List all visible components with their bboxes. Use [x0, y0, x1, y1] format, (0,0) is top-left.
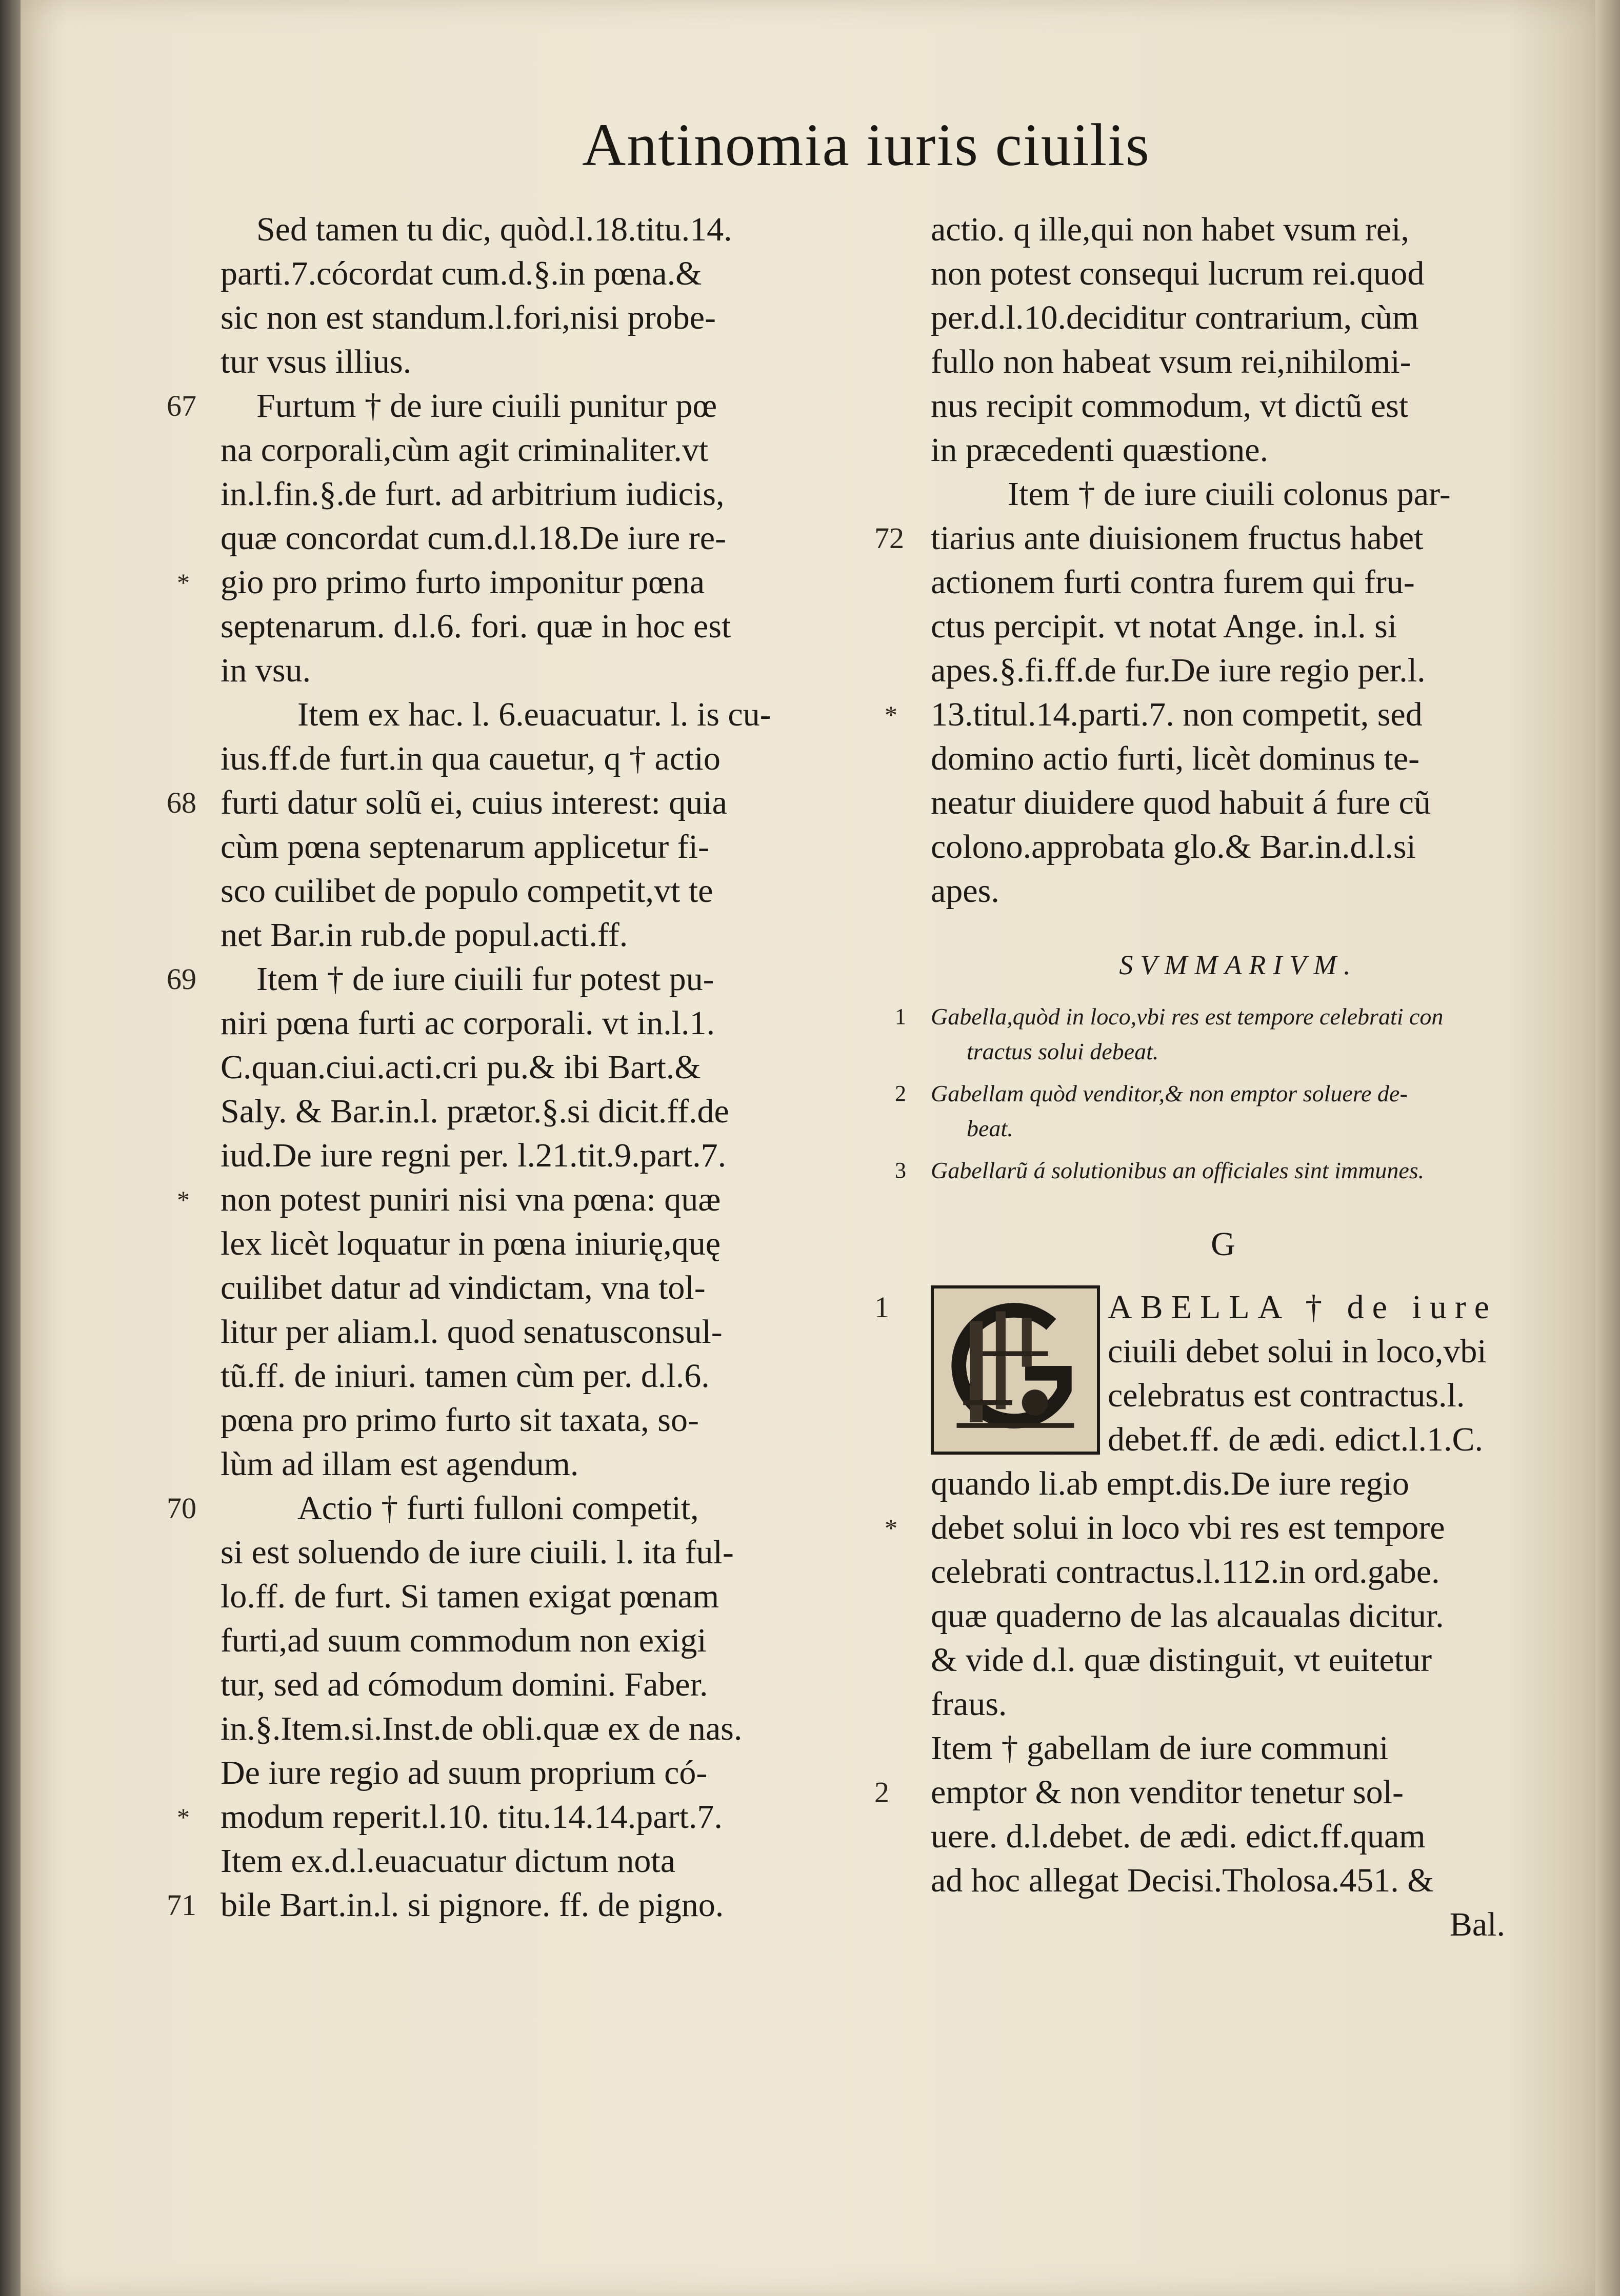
text-line-wrap [221, 296, 887, 340]
margin-number: 1 [874, 1291, 889, 1324]
paragraph [931, 208, 1515, 472]
text-line: C.quan.ciui.acti.cri pu.& ibi Bart.& [221, 1049, 701, 1086]
text-line: si est soluendo de iure ciuili. l. ita ful- [221, 1534, 734, 1571]
text-line: non potest consequi lucrum rei.quod [931, 255, 1425, 292]
text-line-wrap [931, 340, 1515, 384]
text-line: lex licèt loquatur in pœna iniurię,quę [221, 1225, 721, 1262]
text-line-wrap [931, 1903, 1515, 1947]
summary-text: Gabellarũ á solutionibus an officiales sint immunes. [931, 1157, 1425, 1183]
text-line: celebratus est contractus.l. [1108, 1377, 1465, 1414]
summary-item [895, 1153, 1515, 1188]
text-line: cùm pœna septenarum applicetur fi- [221, 828, 709, 865]
text-line-wrap [221, 1795, 887, 1839]
text-line: bile Bart.in.l. si pignore. ff. de pigno. [221, 1886, 724, 1924]
text-line: fraus. [931, 1685, 1007, 1723]
margin-number: 71 [167, 1888, 196, 1922]
text-line-wrap [221, 340, 887, 384]
margin-asterisk: * [885, 1514, 897, 1542]
text-line: Item † de iure ciuili fur potest pu- [256, 960, 714, 998]
margin-number: 67 [167, 389, 196, 422]
summary-item [895, 1076, 1515, 1146]
text-line-wrap [221, 1486, 887, 1530]
text-line: net Bar.in rub.de popul.acti.ff. [221, 916, 628, 954]
text-line-wrap [221, 1354, 887, 1398]
text-line-wrap [221, 1575, 887, 1619]
text-line: cuilibet datur ad vindictam, vna tol- [221, 1269, 706, 1306]
text-line: niri pœna furti ac corporali. vt in.l.1. [221, 1004, 715, 1042]
text-line: Furtum † de iure ciuili punitur pœ [256, 387, 717, 425]
text-line: lùm ad illam est agendum. [221, 1445, 579, 1483]
paragraph [167, 384, 887, 693]
text-line-wrap [221, 781, 887, 825]
text-line: sic non est standum.l.fori,nisi probe- [221, 299, 716, 336]
margin-asterisk: * [177, 568, 190, 597]
text-line-wrap [931, 737, 1515, 781]
right-column [874, 208, 1515, 1947]
left-column [167, 208, 887, 1927]
text-line-wrap [221, 1045, 887, 1090]
text-line-wrap [931, 1550, 1515, 1594]
text-line: furti datur solũ ei, cuius interest: quia [221, 784, 727, 821]
text-line: celebrati contractus.l.112.in ord.gabe. [931, 1553, 1440, 1590]
text-line: emptor & non venditor tenetur sol- [931, 1774, 1404, 1811]
text-line-wrap [221, 560, 887, 605]
paragraph [167, 1486, 887, 1927]
text-line: modum reperit.l.10. titu.14.14.part.7. [221, 1798, 723, 1836]
margin-number: 68 [167, 786, 196, 819]
text-line: Item † gabellam de iure communi [931, 1729, 1389, 1767]
text-line-wrap [931, 1594, 1515, 1638]
text-line: ciuili debet solui in loco,vbi [1108, 1333, 1487, 1370]
text-line: debet solui in loco vbi res est tempore [931, 1509, 1445, 1546]
text-line: septenarum. d.l.6. fori. quæ in hoc est [221, 608, 731, 645]
margin-number: 72 [874, 521, 904, 555]
text-line-wrap [221, 1663, 887, 1707]
margin-asterisk: * [177, 1803, 190, 1831]
text-line-wrap [221, 1442, 887, 1486]
text-line: na corporali,cùm agit criminaliter.vt [221, 431, 709, 469]
text-line-wrap [221, 472, 887, 516]
text-line: parti.7.cócordat cum.d.§.in pœna.& [221, 255, 702, 292]
text-line: ctus percipit. vt notat Ange. in.l. si [931, 608, 1397, 645]
text-line-wrap [931, 1506, 1515, 1550]
page-edge [1595, 0, 1620, 2296]
text-line: in.§.Item.si.Inst.de obli.quæ ex de nas. [221, 1710, 743, 1747]
text-line: apes.§.fi.ff.de fur.De iure regio per.l. [931, 652, 1426, 689]
text-line: non potest puniri nisi vna pœna: quæ [221, 1181, 721, 1218]
summary-continuation: tractus solui debeat. [967, 1038, 1159, 1064]
paragraph [874, 472, 1515, 913]
text-line-wrap [221, 1090, 887, 1134]
text-line-wrap [221, 1398, 887, 1442]
text-line: Sed tamen tu dic, quòd.l.18.titu.14. [256, 211, 732, 248]
text-line-wrap [221, 1001, 887, 1045]
text-line: ad hoc allegat Decisi.Tholosa.451. & [931, 1862, 1434, 1899]
text-line: pœna pro primo furto sit taxata, so- [221, 1401, 699, 1439]
text-line-wrap [931, 428, 1515, 472]
text-line-wrap [221, 208, 887, 252]
text-line-wrap [221, 1178, 887, 1222]
text-line: colono.approbata glo.& Bar.in.d.l.si [931, 828, 1416, 865]
text-line: Item ex hac. l. 6.euacuatur. l. is cu- [297, 696, 771, 733]
text-line: quæ concordat cum.d.l.18.De iure re- [221, 519, 727, 557]
text-line: sco cuilibet de populo competit,vt te [221, 872, 713, 910]
text-line-wrap [221, 869, 887, 913]
text-line-wrap [221, 1883, 887, 1927]
text-line-wrap [221, 693, 887, 737]
text-line: Item † de iure ciuili colonus par- [1008, 475, 1451, 513]
text-line-wrap [931, 693, 1515, 737]
text-line-wrap [931, 1638, 1515, 1682]
running-head: Antinomia iuris ciuilis [582, 111, 1150, 178]
text-line: Item ex.d.l.euacuatur dictum nota [221, 1842, 676, 1880]
text-line-wrap [221, 1619, 887, 1663]
text-line: quando li.ab empt.dis.De iure regio [931, 1465, 1409, 1502]
paragraph [221, 208, 887, 384]
summary-continuation: beat. [967, 1115, 1013, 1141]
text-line-wrap [931, 1682, 1515, 1726]
summarium-heading: SVMMARIVM. [1119, 950, 1358, 980]
text-line: tur vsus illius. [221, 343, 412, 380]
section-letter: G [1211, 1225, 1235, 1263]
text-line: tur, sed ad cómodum domini. Faber. [221, 1666, 708, 1703]
text-line-wrap [931, 781, 1515, 825]
text-line-wrap [931, 516, 1515, 560]
text-line: nus recipit commodum, vt dictũ est [931, 387, 1409, 425]
text-line: litur per aliam.l. quod senatusconsul- [221, 1313, 723, 1351]
summary-text: Gabella,quòd in loco,vbi res est tempore celebrati con [931, 1003, 1444, 1030]
summary-number: 1 [895, 1004, 906, 1029]
text-line: actionem furti contra furem qui fru- [931, 563, 1415, 601]
text-line-wrap [221, 825, 887, 869]
margin-asterisk: * [177, 1185, 190, 1214]
text-line: tũ.ff. de iniuri. tamen cùm per. d.l.6. [221, 1357, 710, 1395]
text-line: 13.titul.14.parti.7. non competit, sed [931, 696, 1423, 733]
text-line-wrap [931, 252, 1515, 296]
text-line: lo.ff. de furt. Si tamen exigat pœnam [221, 1578, 719, 1615]
text-line-wrap [931, 605, 1515, 649]
text-line-wrap [221, 605, 887, 649]
text-line-wrap [931, 1815, 1515, 1859]
text-line: Saly. & Bar.in.l. prætor.§.si dicit.ff.de [221, 1093, 729, 1130]
text-line-wrap [221, 1222, 887, 1266]
text-line: De iure regio ad suum proprium có- [221, 1754, 708, 1791]
text-line: debet.ff. de ædi. edict.l.1.C. [1108, 1421, 1483, 1458]
text-line-wrap [221, 252, 887, 296]
text-line: iud.De iure regni per. l.21.tit.9.part.7. [221, 1137, 727, 1174]
summary-number: 2 [895, 1081, 906, 1106]
text-line: apes. [931, 872, 999, 910]
summary-number: 3 [895, 1158, 906, 1183]
text-line: domino actio furti, licèt dominus te- [931, 740, 1420, 777]
text-line-wrap [221, 1310, 887, 1354]
margin-number: 69 [167, 962, 196, 996]
text-line: Actio † furti fulloni competit, [297, 1489, 699, 1527]
text-line: furti,ad suum commodum non exigi [221, 1622, 707, 1659]
text-line-wrap [931, 208, 1515, 252]
text-line: ABELLA † de iure [1108, 1288, 1498, 1326]
text-line: Bal. [1449, 1906, 1505, 1943]
summary-text: Gabellam quòd venditor,& non emptor soluere de- [931, 1080, 1408, 1106]
decorated-initial-block [874, 1285, 1515, 1462]
text-line-wrap [931, 1859, 1515, 1903]
text-line: fullo non habeat vsum rei,nihilomi- [931, 343, 1411, 380]
decorated-initial-g [931, 1285, 1100, 1455]
text-line: in vsu. [221, 652, 311, 689]
text-line-wrap [221, 384, 887, 428]
binding-edge [0, 0, 21, 2296]
text-line-wrap [931, 384, 1515, 428]
text-line: tiarius ante diuisionem fructus habet [931, 519, 1424, 557]
paragraph [167, 693, 887, 957]
margin-number: 70 [167, 1492, 196, 1525]
text-line-wrap [931, 296, 1515, 340]
text-line: in præcedenti quæstione. [931, 431, 1269, 469]
text-line: ius.ff.de furt.in qua cauetur, q † actio [221, 740, 721, 777]
book-page [21, 0, 1600, 2296]
summary-item [895, 999, 1515, 1069]
text-line: neatur diuidere quod habuit á fure cũ [931, 784, 1431, 821]
text-line: actio. q ille,qui non habet vsum rei, [931, 211, 1409, 248]
text-line-wrap [221, 957, 887, 1001]
text-line-wrap [931, 560, 1515, 605]
margin-number: 2 [874, 1776, 889, 1809]
text-line-wrap [931, 1770, 1515, 1815]
text-line-wrap [931, 869, 1515, 913]
text-line: & vide d.l. quæ distinguit, vt euitetur [931, 1641, 1432, 1679]
text-line-wrap [221, 1266, 887, 1310]
text-line: uere. d.l.debet. de ædi. edict.ff.quam [931, 1818, 1426, 1855]
text-line: in.l.fin.§.de furt. ad arbitrium iudicis, [221, 475, 725, 513]
text-line: gio pro primo furto imponitur pœna [221, 563, 705, 601]
paragraph [167, 957, 887, 1486]
text-line-wrap [221, 1530, 887, 1575]
text-line-wrap [221, 1707, 887, 1751]
margin-asterisk: * [885, 700, 897, 729]
text-line: quæ quaderno de las alcaualas dicitur. [931, 1597, 1444, 1635]
text-line-wrap [221, 428, 887, 472]
text-line-wrap [931, 825, 1515, 869]
text-line-wrap [221, 913, 887, 957]
text-line-wrap [221, 649, 887, 693]
text-line: per.d.l.10.deciditur contrarium, cùm [931, 299, 1419, 336]
